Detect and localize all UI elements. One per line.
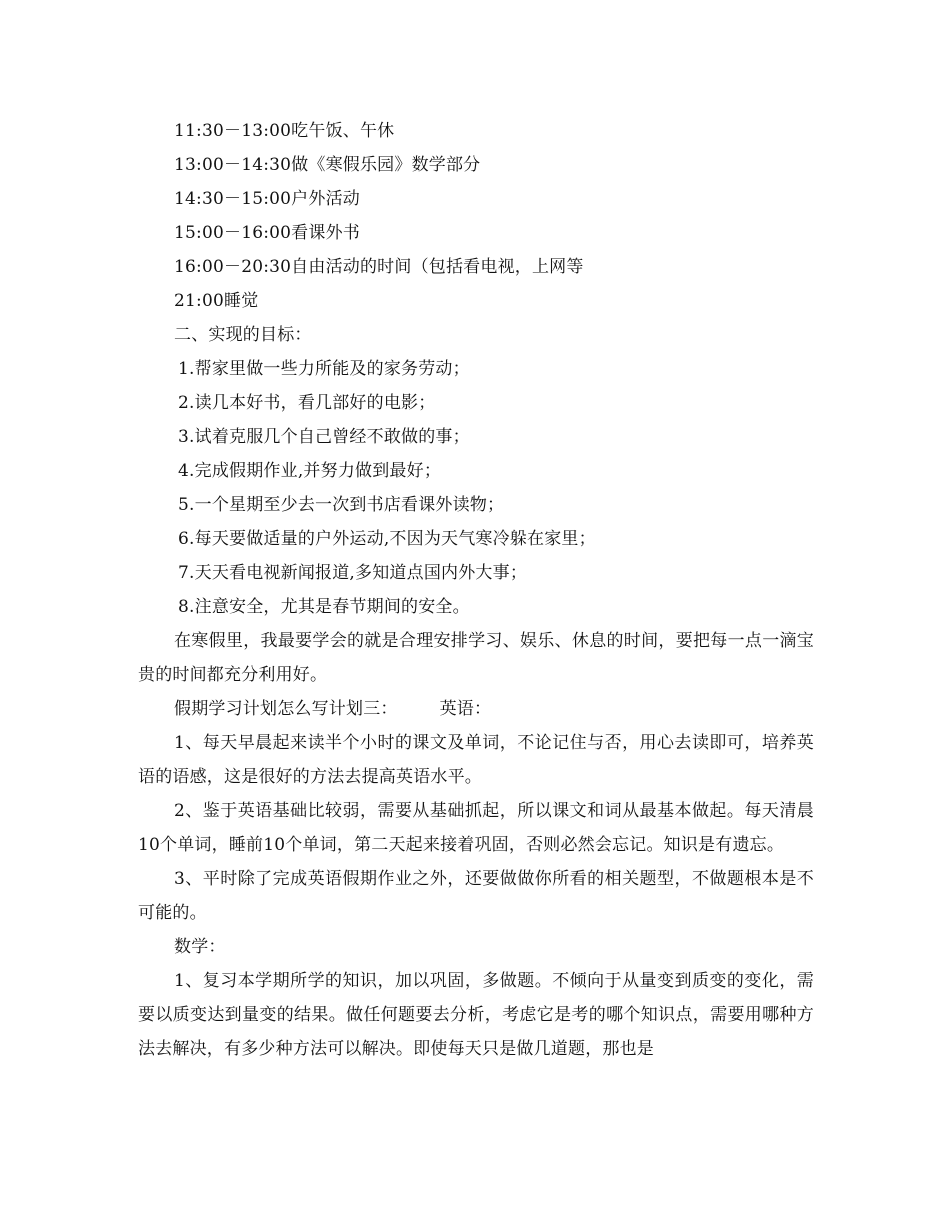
schedule-item: 16:00－20:30自由活动的时间（包括看电视，上网等 <box>174 257 584 277</box>
goal-item: 4.完成假期作业,并努力做到最好； <box>178 461 442 481</box>
goal-item: 2.读几本好书，看几部好的电影； <box>178 393 436 413</box>
goal-item: 1.帮家里做一些力所能及的家务劳动； <box>178 359 470 379</box>
schedule-item: 14:30－15:00户外活动 <box>174 189 360 209</box>
goal-item: 6.每天要做适量的户外运动,不因为天气寒冷躲在家里； <box>178 529 596 549</box>
math-label: 数学： <box>174 937 226 957</box>
document-body <box>138 114 814 1066</box>
english-item: 1、每天早晨起来读半个小时的课文及单词，不论记住与否，用心去读即可，培养英语的语感，这是很好的方法去提高英语水平。 <box>138 733 814 787</box>
english-item: 2、鉴于英语基础比较弱，需要从基础抓起，所以课文和词从最基本做起。每天清晨10个单词，睡前10个单词，第二天起来接着巩固，否则必然会忘记。知识是有遗忘。 <box>138 801 814 855</box>
plan3-heading-line <box>138 692 814 726</box>
goal-item: 7.天天看电视新闻报道,多知道点国内外大事； <box>178 563 528 583</box>
summary-paragraph: 在寒假里，我最要学会的就是合理安排学习、娱乐、休息的时间，要把每一点一滴宝贵的时间都充分利用好。 <box>138 631 814 685</box>
goal-item: 3.试着克服几个自己曾经不敢做的事； <box>178 427 470 447</box>
math-item: 1、复习本学期所学的知识，加以巩固，多做题。不倾向于从量变到质变的变化，需要以质变达到量变的结果。做任何题要去分析，考虑它是考的哪个知识点，需要用哪种方法去解决，有多少种方法可以解决。即使每天只是做几道题，那也是 <box>138 971 814 1059</box>
schedule-item: 11:30－13:00吃午饭、午休 <box>174 121 395 141</box>
schedule-item: 15:00－16:00看课外书 <box>174 223 360 243</box>
schedule-item: 21:00睡觉 <box>174 291 259 311</box>
goal-item: 5.一个星期至少去一次到书店看课外读物； <box>178 495 505 515</box>
schedule-item: 13:00－14:30做《寒假乐园》数学部分 <box>174 155 481 175</box>
goals-heading: 二、实现的目标： <box>174 325 312 345</box>
goal-item: 8.注意安全，尤其是春节期间的安全。 <box>178 597 470 617</box>
english-label: 英语： <box>439 699 492 719</box>
english-item: 3、平时除了完成英语假期作业之外，还要做做你所看的相关题型，不做题根本是不可能的。 <box>138 869 814 923</box>
plan3-heading: 假期学习计划怎么写计划三： <box>174 699 398 719</box>
